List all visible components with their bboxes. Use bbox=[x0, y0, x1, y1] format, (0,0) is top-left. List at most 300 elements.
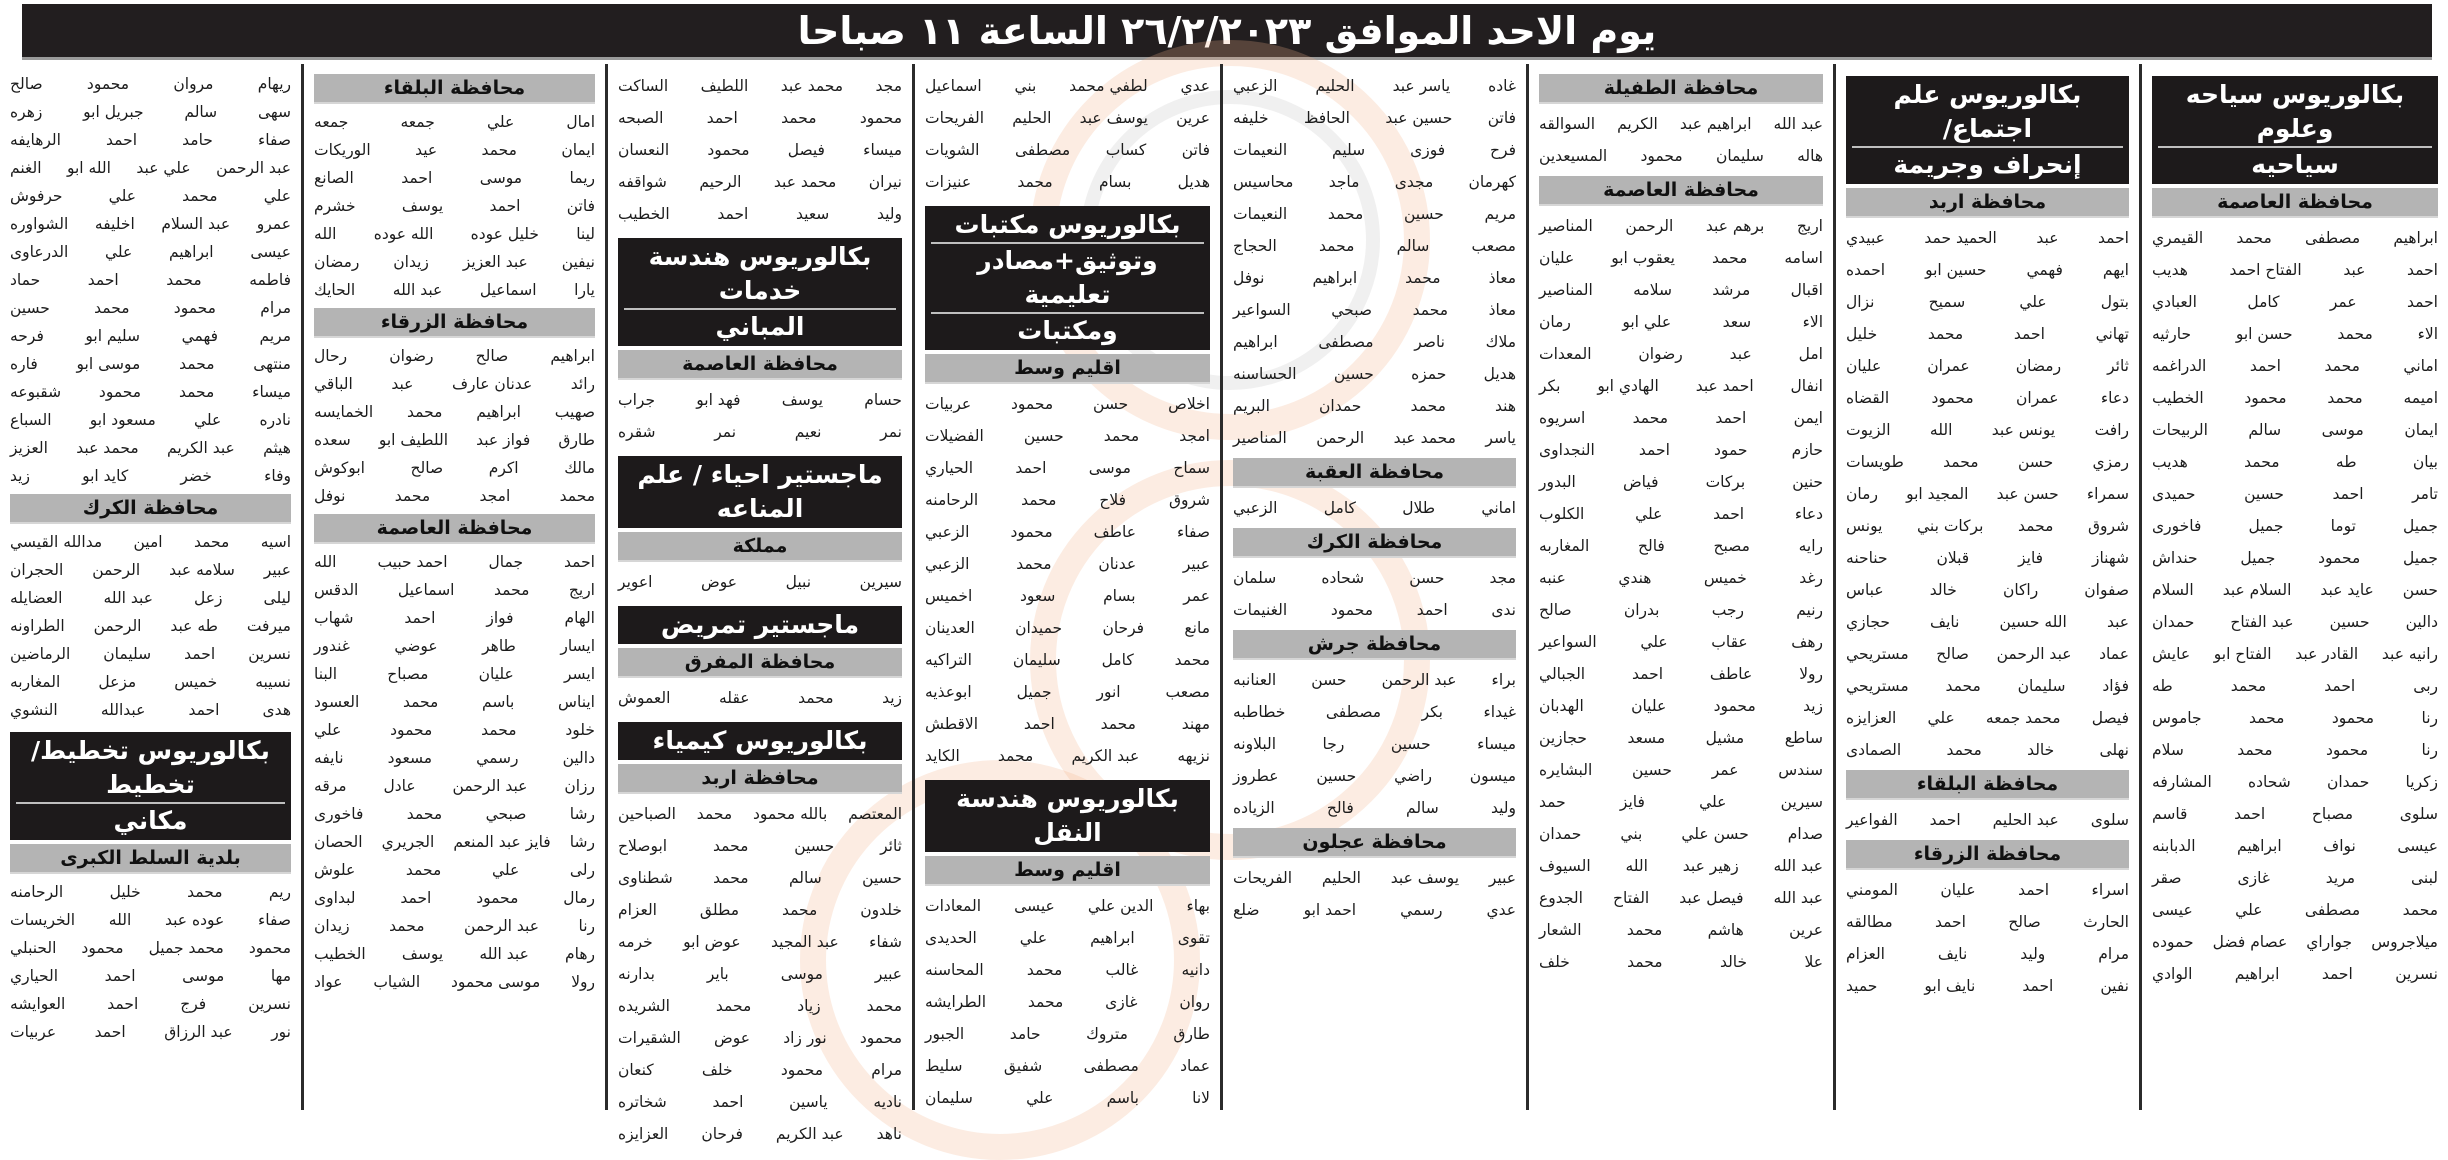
name-part: محمود bbox=[81, 939, 124, 957]
candidate-name-row bbox=[1539, 108, 1823, 140]
name-part: عبير bbox=[263, 561, 291, 579]
name-part: محمد bbox=[187, 883, 223, 901]
name-part: لانا bbox=[1192, 1089, 1210, 1107]
name-part: حمزه bbox=[1411, 365, 1447, 383]
name-part: عبير bbox=[1182, 555, 1210, 573]
name-part: محمد bbox=[405, 861, 442, 879]
column-3 bbox=[1526, 64, 1833, 1110]
name-part: صفاء bbox=[257, 131, 291, 149]
name-part: يوسف عبد bbox=[1079, 109, 1148, 127]
name-part: الخطيب bbox=[618, 205, 670, 223]
name-part: سعود bbox=[1020, 587, 1056, 605]
name-part: كامل bbox=[2247, 293, 2280, 311]
name-part: عليان bbox=[478, 665, 514, 683]
candidate-name-row bbox=[618, 894, 902, 926]
candidate-name-row bbox=[1233, 792, 1516, 824]
name-part: عربيات bbox=[10, 1023, 57, 1041]
name-part: علي bbox=[486, 113, 515, 131]
candidate-name-row bbox=[1846, 382, 2129, 414]
name-part: العدينان bbox=[925, 619, 975, 637]
candidate-name-row bbox=[1539, 498, 1823, 530]
candidate-name-row bbox=[2152, 478, 2438, 510]
name-part: هاشم bbox=[1707, 921, 1744, 939]
name-part: فاتن bbox=[1487, 109, 1516, 127]
region-heading: محافظة الكرك bbox=[1233, 528, 1516, 558]
name-part: شروق bbox=[1168, 491, 1210, 509]
name-part: الحارث bbox=[2083, 913, 2129, 931]
name-part: محمد bbox=[2324, 357, 2360, 375]
name-part: محمد bbox=[193, 533, 230, 551]
candidate-name-row bbox=[314, 248, 595, 276]
name-part: اللطيف ابو bbox=[378, 431, 448, 449]
name-part: عاطف bbox=[1709, 665, 1753, 683]
candidate-name-row bbox=[618, 70, 902, 102]
name-part: خضر bbox=[180, 467, 212, 485]
name-part: الكلوب bbox=[1539, 505, 1585, 523]
name-part: المناصير bbox=[1539, 217, 1593, 235]
name-part: محمد عبد bbox=[773, 173, 837, 191]
region-heading: محافظة عجلون bbox=[1233, 828, 1516, 858]
name-part: بتول bbox=[2100, 293, 2129, 311]
name-part: نيران bbox=[868, 173, 902, 191]
name-part: ثائر bbox=[880, 837, 902, 855]
name-part: ايمن bbox=[1793, 409, 1823, 427]
name-part: الصانع bbox=[314, 169, 354, 187]
name-part: ساطع bbox=[1784, 729, 1823, 747]
name-part: محمد bbox=[481, 141, 517, 159]
name-part: لبنى bbox=[2411, 869, 2438, 887]
name-part: محمد bbox=[1627, 953, 1663, 971]
name-part: سليط bbox=[925, 1057, 963, 1075]
name-part: النعيمات bbox=[1233, 141, 1288, 159]
name-part: فاتن bbox=[566, 197, 595, 215]
name-part: كامل bbox=[1323, 499, 1356, 517]
name-part: محمد bbox=[1405, 269, 1441, 287]
name-part: حمدان bbox=[1539, 825, 1582, 843]
candidate-name-row bbox=[314, 660, 595, 688]
candidate-name-row bbox=[314, 716, 595, 744]
name-part: ابراهيم bbox=[2393, 229, 2438, 247]
name-part: مروان bbox=[173, 75, 214, 93]
name-part: ثائر bbox=[2107, 357, 2129, 375]
name-part: النشوي bbox=[10, 701, 58, 719]
candidate-name-row bbox=[1846, 702, 2129, 734]
candidate-name-row bbox=[1233, 70, 1516, 102]
program-heading-line: سياحيه bbox=[2158, 146, 2432, 182]
name-part: براء bbox=[1491, 671, 1516, 689]
candidate-name-row bbox=[2152, 414, 2438, 446]
name-part: الفتاح ابو bbox=[2213, 645, 2272, 663]
name-part: محمد bbox=[1626, 921, 1663, 939]
name-part: رمزي bbox=[2092, 453, 2129, 471]
candidate-name-row bbox=[618, 990, 902, 1022]
candidate-name-row bbox=[618, 830, 902, 862]
candidate-name-row bbox=[10, 294, 291, 322]
name-part: حمدان bbox=[2326, 773, 2370, 791]
name-part: رضوان bbox=[389, 347, 434, 365]
name-part: غيداء bbox=[1483, 703, 1516, 721]
name-part: شخاتره bbox=[618, 1093, 667, 1111]
candidate-name-row bbox=[10, 1018, 291, 1046]
name-part: خلود bbox=[565, 721, 595, 739]
name-part: المعتصم bbox=[848, 805, 902, 823]
name-part: عايش bbox=[2152, 645, 2191, 663]
name-part: محمود bbox=[1640, 147, 1683, 165]
name-part: الجدوع bbox=[1539, 889, 1583, 907]
name-part: مصطفى bbox=[1083, 1057, 1139, 1075]
name-part: فالح bbox=[1637, 537, 1665, 555]
name-part: شواقفه bbox=[618, 173, 667, 191]
name-part: الغنيمات bbox=[1233, 601, 1288, 619]
candidate-name-row bbox=[1539, 370, 1823, 402]
name-part: احمد bbox=[2013, 325, 2045, 343]
name-part: فؤاد bbox=[2102, 677, 2129, 695]
candidate-name-row bbox=[314, 108, 595, 136]
candidate-name-row bbox=[1233, 422, 1516, 454]
candidate-name-row bbox=[10, 696, 291, 724]
name-part: احمد bbox=[2234, 805, 2266, 823]
name-part: عبد المجيد bbox=[771, 933, 839, 951]
name-part: الفتاح bbox=[1612, 889, 1650, 907]
name-part: محمد عبد bbox=[780, 77, 844, 95]
name-part: عيد bbox=[415, 141, 438, 159]
candidate-name-row bbox=[618, 134, 902, 166]
name-part: محمد bbox=[1027, 993, 1064, 1011]
candidate-name-row bbox=[10, 350, 291, 378]
candidate-name-row bbox=[925, 452, 1210, 484]
name-part: يوسف bbox=[401, 197, 444, 215]
name-part: زكريا bbox=[2405, 773, 2438, 791]
name-part: كهرمان bbox=[1468, 173, 1516, 191]
name-part: بركات بني bbox=[1917, 517, 1984, 535]
name-part: حجازي bbox=[1846, 613, 1890, 631]
name-part: حسين bbox=[1023, 427, 1064, 445]
name-part: طويسات bbox=[1846, 453, 1904, 471]
name-part: رضوان bbox=[1638, 345, 1683, 363]
name-part: محمد bbox=[781, 109, 817, 127]
candidate-name-row bbox=[1846, 510, 2129, 542]
name-part: زياد bbox=[797, 997, 821, 1015]
candidate-name-row bbox=[1233, 696, 1516, 728]
name-part: محمود bbox=[1010, 523, 1053, 541]
name-part: علي bbox=[491, 861, 520, 879]
candidate-name-row bbox=[2152, 606, 2438, 638]
name-part: عبد الله bbox=[1773, 857, 1823, 875]
candidate-name-row bbox=[2152, 862, 2438, 894]
name-part: ريما bbox=[569, 169, 595, 187]
name-part: بالله محمود bbox=[752, 805, 828, 823]
name-part: فرحان bbox=[1102, 619, 1145, 637]
name-part: عدنان عارف bbox=[451, 375, 533, 393]
name-part: ايمان bbox=[2404, 421, 2438, 439]
name-part: جاموس bbox=[2152, 709, 2202, 727]
name-part: فاتن bbox=[1181, 141, 1210, 159]
name-part: حرفوش bbox=[10, 187, 63, 205]
candidate-name-row bbox=[1539, 594, 1823, 626]
name-part: الفريحات bbox=[1233, 869, 1293, 887]
name-part: ملاك bbox=[1485, 333, 1516, 351]
name-part: مشيل bbox=[1705, 729, 1745, 747]
name-part: المجيد ابو bbox=[1906, 485, 1969, 503]
candidate-name-row bbox=[1233, 894, 1516, 926]
name-part: احمده bbox=[1846, 261, 1886, 279]
candidate-name-row bbox=[1846, 542, 2129, 574]
name-part: ميساء bbox=[252, 383, 291, 401]
name-part: علي bbox=[1026, 1089, 1054, 1107]
name-part: صفاء bbox=[257, 911, 291, 929]
name-part: دالين bbox=[2405, 613, 2438, 631]
name-part: الله ابو bbox=[66, 159, 111, 177]
name-part: الزعبي bbox=[925, 523, 970, 541]
name-part: حمد bbox=[1539, 793, 1566, 811]
name-part: المغاربه bbox=[1539, 537, 1590, 555]
name-part: اريج bbox=[1796, 217, 1823, 235]
name-part: احمد bbox=[712, 1093, 744, 1111]
name-part: عنيزات bbox=[925, 173, 972, 191]
column-8 bbox=[0, 64, 301, 1110]
name-part: محمد bbox=[2337, 325, 2373, 343]
candidate-name-row bbox=[10, 668, 291, 696]
name-part: مانع bbox=[1184, 619, 1210, 637]
name-part: ياسر bbox=[1485, 429, 1516, 447]
name-part: سالم bbox=[1396, 237, 1430, 255]
name-part: جميل bbox=[2248, 517, 2284, 535]
name-part: ايناس bbox=[558, 693, 595, 711]
name-part: السوالقه bbox=[1539, 115, 1596, 133]
name-part: علي عبد bbox=[136, 159, 191, 177]
candidate-name-row bbox=[10, 556, 291, 584]
name-part: سليمان bbox=[2017, 677, 2066, 695]
name-part: الرحمن bbox=[1316, 429, 1365, 447]
program-heading bbox=[2152, 76, 2438, 184]
name-part: محمد bbox=[715, 997, 752, 1015]
name-part: مصطفى bbox=[2304, 901, 2361, 919]
program-heading-line: ماجستير تمريض bbox=[660, 610, 860, 639]
candidate-name-row bbox=[1846, 906, 2129, 938]
candidate-name-row bbox=[10, 70, 291, 98]
name-part: حجازين bbox=[1539, 729, 1587, 747]
region-heading: بلدية السلط الكبرى bbox=[10, 844, 291, 874]
name-part: خرمه bbox=[618, 933, 653, 951]
name-part: بركات bbox=[1705, 473, 1746, 491]
candidate-name-row bbox=[10, 98, 291, 126]
candidate-name-row bbox=[925, 388, 1210, 420]
name-part: وفاء bbox=[264, 467, 291, 485]
candidate-name-row bbox=[314, 398, 595, 426]
name-part: شحاده bbox=[1321, 569, 1365, 587]
name-part: يعقوب ابو bbox=[1611, 249, 1675, 267]
name-part: خميس bbox=[174, 673, 218, 691]
name-part: الشياب bbox=[373, 973, 421, 991]
name-part: حنين bbox=[1792, 473, 1823, 491]
name-part: الصمادى bbox=[1846, 741, 1902, 759]
name-part: محمود bbox=[390, 721, 433, 739]
name-part: عبد bbox=[391, 375, 414, 393]
name-part: نايفه bbox=[314, 749, 344, 767]
name-part: امل bbox=[1798, 345, 1823, 363]
name-part: الرحمن bbox=[1625, 217, 1674, 235]
name-part: محمد bbox=[1318, 237, 1355, 255]
name-part: يوسف bbox=[401, 945, 444, 963]
name-part: عبد الرحمن bbox=[464, 917, 539, 935]
program-heading-line: ماجستير احياء / علم المناعه bbox=[637, 460, 883, 523]
name-part: ابراهيم bbox=[2234, 965, 2280, 983]
candidate-name-row bbox=[1846, 970, 2129, 1002]
name-part: عبد العزيز bbox=[462, 253, 528, 271]
name-part: حمدان bbox=[2152, 613, 2195, 631]
name-part: سعده bbox=[314, 431, 351, 449]
candidate-name-row bbox=[1233, 358, 1516, 390]
candidate-name-row bbox=[314, 548, 595, 576]
name-part: طه عبد bbox=[170, 617, 218, 635]
candidate-name-row bbox=[1539, 850, 1823, 882]
name-part: الرحمن bbox=[92, 561, 141, 579]
column-2 bbox=[1833, 64, 2139, 1110]
name-part: علي bbox=[314, 721, 342, 739]
name-part: حميدى bbox=[2152, 485, 2196, 503]
candidate-name-row bbox=[1539, 466, 1823, 498]
candidate-name-row bbox=[2152, 446, 2438, 478]
name-part: محمد bbox=[166, 271, 202, 289]
name-part: رنيم bbox=[1796, 601, 1823, 619]
candidate-name-row bbox=[925, 1018, 1210, 1050]
name-part: مريم bbox=[1484, 205, 1516, 223]
name-part: البنا bbox=[314, 665, 338, 683]
name-part: ناصر bbox=[1414, 333, 1445, 351]
name-part: نسرين bbox=[248, 995, 291, 1013]
name-part: عبد الحليم bbox=[1992, 811, 2059, 829]
name-part: نمر bbox=[714, 423, 737, 441]
name-part: محمد bbox=[1100, 715, 1136, 733]
name-part: معاذ bbox=[1488, 301, 1516, 319]
name-part: سلامه عبد bbox=[169, 561, 235, 579]
name-part: العزايزه bbox=[1846, 709, 1897, 727]
name-part: نايف ابو bbox=[1924, 977, 1976, 995]
name-part: شقبوعه bbox=[10, 383, 62, 401]
name-part: النعيمات bbox=[1233, 205, 1288, 223]
name-part: التراكيه bbox=[925, 651, 972, 669]
name-part: ميلاجروس bbox=[2371, 933, 2438, 951]
region-heading: اقليم وسط bbox=[925, 856, 1210, 886]
region-heading: محافظة الكرك bbox=[10, 494, 291, 524]
candidate-name-row bbox=[1539, 914, 1823, 946]
name-part: فايز bbox=[1619, 793, 1645, 811]
name-part: خليل bbox=[1846, 325, 1878, 343]
name-part: الدقس bbox=[314, 581, 359, 599]
name-part: بني bbox=[1620, 825, 1643, 843]
name-part: حسن ابو bbox=[2235, 325, 2293, 343]
name-part: صالح bbox=[410, 459, 444, 477]
name-part: سالم bbox=[184, 103, 218, 121]
name-part: عبد الرحمن bbox=[452, 777, 528, 795]
name-part: محمود bbox=[2244, 389, 2287, 407]
name-part: حسين bbox=[794, 837, 835, 855]
name-part: ميسون bbox=[1469, 767, 1516, 785]
candidate-name-row bbox=[314, 772, 595, 800]
name-part: البريم bbox=[1233, 397, 1270, 415]
name-part: محمود bbox=[173, 299, 216, 317]
region-heading: محافظة الطفيلة bbox=[1539, 74, 1823, 104]
name-part: الشقيرات bbox=[618, 1029, 681, 1047]
region-heading: محافظة المفرق bbox=[618, 648, 902, 678]
name-part: شفاء bbox=[869, 933, 902, 951]
name-part: مصعب bbox=[1165, 683, 1210, 701]
name-part: فهد ابو bbox=[696, 391, 741, 409]
candidate-name-row bbox=[925, 676, 1210, 708]
name-part: سندس bbox=[1778, 761, 1823, 779]
name-part: تقوى bbox=[1177, 929, 1210, 947]
candidate-name-row bbox=[314, 744, 595, 772]
name-part: دعاء bbox=[2100, 389, 2129, 407]
name-part: عدي bbox=[1486, 901, 1516, 919]
candidate-name-row bbox=[1233, 294, 1516, 326]
name-part: محمد bbox=[2249, 709, 2285, 727]
name-part: احمد bbox=[564, 553, 595, 571]
name-part: باير bbox=[706, 965, 729, 983]
candidate-name-row bbox=[618, 958, 902, 990]
name-part: نسرين bbox=[248, 645, 291, 663]
candidate-name-row bbox=[2152, 798, 2438, 830]
name-part: مصعب bbox=[1471, 237, 1516, 255]
name-part: رهام bbox=[565, 945, 595, 963]
name-part: عوض bbox=[714, 1029, 751, 1047]
name-part: رمال bbox=[563, 889, 595, 907]
name-part: المشارفه bbox=[2152, 773, 2212, 791]
name-part: حسن bbox=[1093, 395, 1129, 413]
candidate-name-row bbox=[10, 406, 291, 434]
candidate-name-row bbox=[1846, 606, 2129, 638]
candidate-name-row bbox=[10, 154, 291, 182]
name-part: العزام bbox=[618, 901, 657, 919]
candidate-name-row bbox=[2152, 574, 2438, 606]
name-part: بدارنه bbox=[618, 965, 655, 983]
candidate-name-row bbox=[1846, 286, 2129, 318]
name-part: احمد bbox=[2321, 965, 2353, 983]
name-part: بدران bbox=[1623, 601, 1660, 619]
name-part: صهيب bbox=[554, 403, 595, 421]
name-part: سلام bbox=[2152, 741, 2184, 759]
name-part: محمد bbox=[178, 383, 215, 401]
candidate-name-row bbox=[314, 426, 595, 454]
name-part: وليد bbox=[2020, 945, 2046, 963]
name-part: محمد bbox=[712, 837, 749, 855]
name-part: اقبال bbox=[1790, 281, 1823, 299]
name-part: احمد bbox=[1632, 665, 1664, 683]
name-part: سماح bbox=[1173, 459, 1210, 477]
candidate-name-row bbox=[1846, 734, 2129, 766]
name-part: الصبحه bbox=[618, 109, 664, 127]
name-part: فايز عبد المنعم bbox=[453, 833, 551, 851]
name-part: محمد bbox=[1943, 453, 1979, 471]
name-part: مرام bbox=[2098, 945, 2129, 963]
name-part: نمر bbox=[880, 423, 902, 441]
name-part: اخليفه bbox=[94, 215, 135, 233]
name-part: الرماضين bbox=[10, 645, 71, 663]
name-part: عبد bbox=[2343, 261, 2366, 279]
name-part: فرحه bbox=[10, 327, 44, 345]
name-part: عنبه bbox=[1539, 569, 1566, 587]
program-heading-line: ومكتبات bbox=[931, 312, 1204, 348]
name-part: الساكت bbox=[618, 77, 669, 95]
name-part: احمد bbox=[87, 271, 119, 289]
name-part: موسى محمود bbox=[451, 973, 541, 991]
name-part: احمد bbox=[489, 197, 521, 215]
candidate-name-row bbox=[1539, 626, 1823, 658]
name-part: جبريل ابو bbox=[83, 103, 144, 121]
candidate-name-row bbox=[2152, 894, 2438, 926]
name-part: شطناوى bbox=[618, 869, 673, 887]
name-part: ابراهيم bbox=[2237, 837, 2282, 855]
